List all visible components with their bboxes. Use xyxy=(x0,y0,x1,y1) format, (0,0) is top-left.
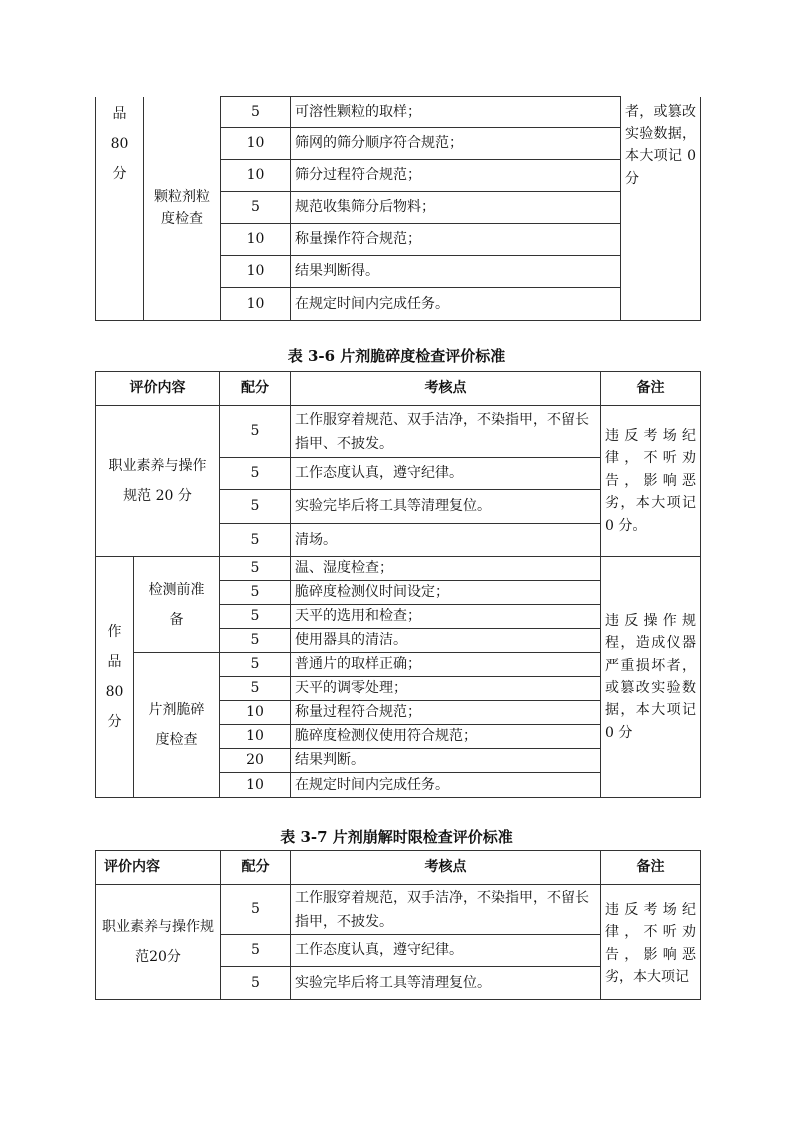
score-cell: 10 xyxy=(221,256,291,288)
point-cell: 称量过程符合规范； xyxy=(291,701,601,725)
header-note: 备注 xyxy=(601,851,701,885)
point-cell: 称量操作符合规范； xyxy=(291,224,621,256)
header-score: 配分 xyxy=(220,372,291,406)
score-cell: 5 xyxy=(220,557,291,581)
group1-note: 违反考场纪律，不听劝告，影响恶劣，本大项记 0 分。 xyxy=(601,406,701,557)
section-label: 颗粒剂粒度检查 xyxy=(144,97,221,321)
table-prev-continued xyxy=(95,96,701,321)
score-cell: 10 xyxy=(220,701,291,725)
point-cell: 实验完毕后将工具等清理复位。 xyxy=(291,490,601,524)
group-label-line: 分 xyxy=(112,165,127,182)
group1-label: 职业素养与操作规范 20 分 xyxy=(96,406,220,557)
header-content: 评价内容 xyxy=(96,851,221,885)
group2-label-line: 80 xyxy=(105,684,124,700)
group-label-line: 品 xyxy=(112,105,127,122)
point-cell: 脆碎度检测仪时间设定； xyxy=(291,581,601,605)
score-cell: 10 xyxy=(221,128,291,160)
point-cell: 温、湿度检查； xyxy=(291,557,601,581)
point-cell: 工作态度认真，遵守纪律。 xyxy=(291,935,601,967)
point-cell: 使用器具的清洁。 xyxy=(291,629,601,653)
group-label xyxy=(96,97,144,321)
point-cell: 天平的调零处理； xyxy=(291,677,601,701)
score-cell: 10 xyxy=(220,725,291,749)
point-cell: 可溶性颗粒的取样； xyxy=(291,97,621,128)
header-point: 考核点 xyxy=(291,372,601,406)
score-cell: 10 xyxy=(221,160,291,192)
score-cell: 5 xyxy=(220,524,291,557)
score-cell: 10 xyxy=(221,224,291,256)
group2-label xyxy=(96,557,134,798)
sub1-label: 检测前准备 xyxy=(134,557,220,653)
table-caption: 表 3-6 片剂脆碎度检查评价标准 xyxy=(287,347,506,365)
score-cell: 10 xyxy=(221,288,291,321)
header-point: 考核点 xyxy=(291,851,601,885)
point-cell: 筛网的筛分顺序符合规范； xyxy=(291,128,621,160)
point-cell: 清场。 xyxy=(291,524,601,557)
score-cell: 5 xyxy=(220,406,291,458)
point-cell: 脆碎度检测仪使用符合规范； xyxy=(291,725,601,749)
score-cell: 5 xyxy=(221,935,291,967)
point-cell: 普通片的取样正确； xyxy=(291,653,601,677)
point-cell: 工作服穿着规范、双手洁净，不染指甲，不留长指甲、不披发。 xyxy=(291,406,601,458)
point-cell: 天平的选用和检查； xyxy=(291,605,601,629)
score-cell: 10 xyxy=(220,773,291,798)
note-cell: 者，或篡改实验数据，本大项记 0分 xyxy=(621,97,701,321)
point-cell: 工作态度认真，遵守纪律。 xyxy=(291,458,601,490)
group2-label-line: 分 xyxy=(107,714,122,730)
point-cell: 工作服穿着规范，双手洁净，不染指甲，不留长指甲，不披发。 xyxy=(291,885,601,935)
score-cell: 5 xyxy=(220,677,291,701)
score-cell: 5 xyxy=(221,885,291,935)
point-cell: 实验完毕后将工具等清理复位。 xyxy=(291,967,601,1000)
score-cell: 5 xyxy=(220,581,291,605)
point-cell: 在规定时间内完成任务。 xyxy=(291,288,621,321)
score-cell: 5 xyxy=(220,458,291,490)
score-cell: 5 xyxy=(220,490,291,524)
sub2-label: 片剂脆碎度检查 xyxy=(134,653,220,798)
point-cell: 规范收集筛分后物料； xyxy=(291,192,621,224)
table-caption: 表 3-7 片剂崩解时限检查评价标准 xyxy=(280,828,513,846)
group-label-line: 80 xyxy=(110,135,129,152)
group2-label-line: 作 xyxy=(107,624,122,640)
group1-label: 职业素养与操作规范20分 xyxy=(96,885,221,1000)
score-cell: 5 xyxy=(221,192,291,224)
point-cell: 结果判断。 xyxy=(291,749,601,773)
table-3-7 xyxy=(95,850,701,1000)
score-cell: 5 xyxy=(221,967,291,1000)
group1-note: 违反考场纪律，不听劝告，影响恶劣，本大项记 xyxy=(601,885,701,1000)
point-cell: 在规定时间内完成任务。 xyxy=(291,773,601,798)
score-cell: 5 xyxy=(220,653,291,677)
score-cell: 5 xyxy=(221,97,291,128)
header-score: 配分 xyxy=(221,851,291,885)
score-cell: 5 xyxy=(220,605,291,629)
group2-note: 违反操作规程，造成仪器严重损坏者，或篡改实验数据，本大项记 0 分 xyxy=(601,557,701,798)
point-cell: 筛分过程符合规范； xyxy=(291,160,621,192)
header-content: 评价内容 xyxy=(96,372,220,406)
group2-label-line: 品 xyxy=(107,654,122,670)
score-cell: 20 xyxy=(220,749,291,773)
table-3-6 xyxy=(95,371,701,798)
score-cell: 5 xyxy=(220,629,291,653)
header-note: 备注 xyxy=(601,372,701,406)
point-cell: 结果判断得。 xyxy=(291,256,621,288)
